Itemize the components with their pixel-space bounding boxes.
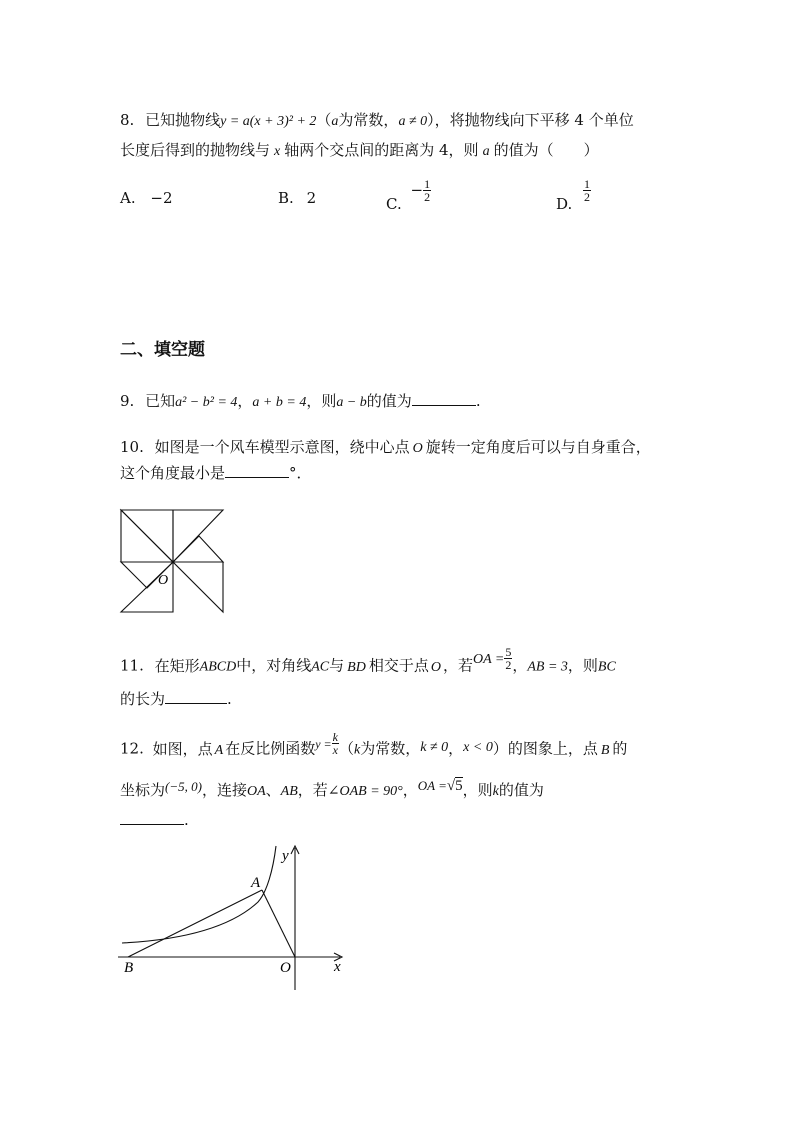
option-c-num: 1 [424, 177, 431, 191]
q8-line2-c: 的值为（ ） [493, 141, 599, 159]
q12-oa-lhs: OA = [417, 778, 447, 793]
q12-fn-den: x [332, 743, 338, 757]
option-b-value: 2 [306, 189, 317, 207]
q12-line2-e: 的值为 [498, 781, 544, 799]
option-c-label: C. [386, 194, 402, 213]
windmill-blade-right-b [173, 562, 223, 612]
q8-option-b [278, 188, 316, 208]
q12-line2-a: 坐标为 [120, 781, 166, 799]
q11-mid3: 相交于点 [368, 656, 429, 675]
q12-paren-open: （ [339, 739, 355, 758]
q12-A: A [214, 742, 224, 758]
q8-line2-a: 长度后得到的抛物线与 [120, 141, 271, 159]
q9-line [120, 391, 481, 413]
q9-tail: 的值为 [366, 392, 412, 410]
q10-line1-a: 如图是一个风车模型示意图，绕中心点 [154, 438, 410, 456]
q9-end: . [475, 392, 481, 410]
q11-end: . [227, 690, 232, 708]
q12-sqrt: √5 [446, 778, 463, 794]
q12-mid1: 在反比例函数 [225, 739, 316, 758]
q12-fn-num: k [332, 730, 338, 744]
y-axis-label: y [282, 848, 289, 864]
windmill-blade-left-a [121, 510, 173, 562]
q8-lead: 已知抛物线 [145, 111, 221, 129]
q12-line2-b: ，连接 [201, 781, 247, 799]
q8-paren-open: （ [316, 111, 332, 129]
q8-const-text: 为常数， [338, 111, 399, 129]
option-d-fraction [583, 178, 591, 203]
q12-paren-close: ）的图象上，点 [492, 739, 598, 758]
q11-O: O [430, 659, 441, 675]
q10-end: °． [289, 464, 312, 482]
q12-line1-end: 的 [612, 739, 628, 758]
option-a-label: A. [120, 189, 136, 207]
q12-B: B [600, 742, 610, 758]
q12-line2-d: ，则 [462, 781, 493, 799]
q12-answer-blank[interactable] [120, 810, 184, 825]
q12-cond1: k ≠ 0 [420, 739, 449, 755]
point-B-label: B [124, 960, 134, 976]
hyperbola-graph [110, 840, 360, 1000]
q8-option-c [386, 177, 431, 213]
option-a-value: −2 [150, 189, 173, 207]
q9-eq2: a + b = 4 [252, 395, 307, 410]
q8-line2 [120, 140, 599, 162]
q11-lead: 在矩形 [154, 656, 200, 675]
q10-line2 [120, 463, 312, 483]
q11-number: 11. [120, 656, 144, 675]
q12-angle: ∠OAB = 90° [327, 784, 403, 799]
q9-lead: 已知 [145, 392, 176, 410]
q12-cond2: x < 0 [463, 739, 493, 755]
q11-oa-den: 2 [505, 658, 512, 672]
q11-AC: AC [311, 659, 330, 675]
option-c-den: 2 [424, 190, 431, 204]
q11-mid5: ，则 [567, 656, 598, 675]
q12-end: . [184, 811, 189, 829]
q8-paren-close: ），将抛物线向下平移 4 个单位 [427, 111, 634, 129]
option-d-num: 1 [584, 177, 591, 191]
q8-option-a [120, 188, 173, 208]
q12-k: k [354, 742, 361, 758]
origin-label: O [280, 960, 291, 976]
q8-option-d [556, 177, 591, 213]
q9-answer-blank[interactable] [412, 391, 476, 406]
windmill-center-label: O [158, 573, 169, 588]
q12-fn-lhs: y = [315, 736, 332, 751]
q10-O: O [412, 441, 423, 456]
q11-mid1: 中，对角线 [236, 656, 312, 675]
q8-formula: y = a(x + 3)² + 2 [220, 114, 317, 129]
q11-rect: ABCD [199, 659, 237, 675]
option-d-den: 2 [584, 190, 591, 204]
q10-line1 [120, 437, 651, 459]
q9-mid: ，则 [306, 392, 337, 410]
q12-bcoord: (−5, 0) [165, 779, 202, 794]
q12-line2: 坐标为(−5, 0)，连接OA、AB，若∠OAB = 90°，OA =√5，则k的值为 [120, 778, 544, 799]
q9-eq1: a² − b² = 4 [175, 395, 238, 410]
q8-line1 [120, 110, 634, 132]
q12-sqrt-value: 5 [455, 778, 463, 794]
q12-fn-fraction [332, 731, 339, 756]
q11-BD: BD [347, 659, 366, 675]
q11-oa-num: 5 [505, 645, 512, 659]
q12-const-text: 为常数， [360, 739, 421, 758]
q9-sep: ， [237, 392, 253, 410]
q12-line3 [120, 810, 189, 830]
q12-AB: AB [280, 784, 298, 799]
segment-AB [128, 890, 262, 957]
q8-x-var: x [274, 144, 281, 159]
q12-dun: 、 [265, 781, 281, 799]
q11-line2 [120, 689, 232, 709]
q11-line1: 11. 在矩形ABCD中，对角线AC与 BD 相交于点 O ，若OA = $\frac{5}{2}$ ，AB = 3，则BC [120, 645, 616, 675]
q8-condition: a ≠ 0 [398, 114, 428, 129]
windmill-figure [118, 508, 228, 616]
q11-oa-lhs: OA = [472, 651, 505, 667]
segment-OA [262, 890, 295, 957]
option-d-label: D. [556, 194, 573, 213]
point-A-label: A [251, 875, 261, 891]
option-c-fraction [423, 178, 431, 203]
q10-number: 10. [120, 438, 144, 456]
q12-number: 12. [120, 739, 144, 758]
q12-OA: OA [246, 784, 266, 799]
q11-BC: BC [597, 659, 616, 675]
q8-a-var: a [331, 114, 339, 129]
option-b-label: B. [278, 189, 294, 207]
q9-expr: a − b [336, 395, 367, 410]
section-heading: 二、填空题 [120, 340, 205, 360]
q12-lead: 如图，点 [152, 739, 213, 758]
q11-mid4: ，若 [442, 656, 473, 675]
q8-number: 8. [120, 111, 135, 129]
q8-a-var2: a [482, 144, 490, 159]
q12-line1: 12. 如图，点 A 在反比例函数$^{y =}$ $\frac{k}{x}$ （k为常数，k ≠ 0，x < 0）的图象上，点 B 的 [120, 730, 628, 758]
q11-line2: 的长为 [120, 690, 166, 708]
windmill-blade-right-a [173, 536, 223, 562]
q11-oa-fraction [504, 646, 512, 671]
q12-line2-c: ，若 [297, 781, 328, 799]
q9-number: 9. [120, 392, 135, 410]
q10-line2: 这个角度最小是 [120, 464, 226, 482]
q11-answer-blank[interactable] [165, 689, 227, 704]
q11-ab: AB = 3 [527, 659, 568, 675]
x-axis-label: x [334, 959, 341, 975]
q12-k2: k [492, 784, 499, 799]
q10-answer-blank[interactable] [225, 463, 289, 478]
q10-line1-b: 旋转一定角度后可以与自身重合， [425, 438, 651, 456]
option-c-sign: − [410, 180, 424, 199]
q8-line2-b: 轴两个交点间的距离为 4，则 [284, 141, 479, 159]
q11-mid2: 与 [329, 656, 345, 675]
